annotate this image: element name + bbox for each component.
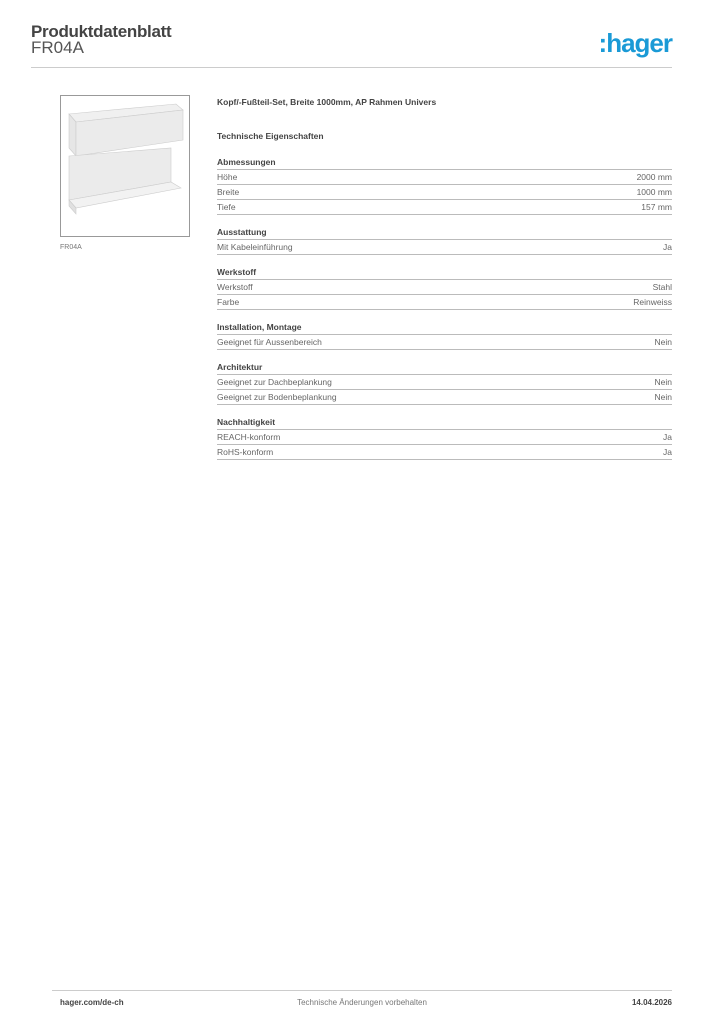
hager-logo: :hager	[598, 28, 672, 58]
spec-label: Geeignet zur Bodenbeplankung	[217, 392, 337, 402]
page-title: Produktdatenblatt	[31, 22, 172, 41]
spec-row	[217, 169, 672, 184]
spec-label: RoHS-konform	[217, 447, 274, 457]
footer-notice: Technische Änderungen vorbehalten	[297, 998, 427, 1007]
spec-group	[217, 225, 672, 255]
spec-label: Breite	[217, 187, 240, 197]
spec-label: REACH-konform	[217, 432, 281, 442]
footer-date: 14.04.2026	[631, 998, 672, 1007]
spec-group	[217, 265, 672, 310]
spec-value: 1000 mm	[636, 187, 672, 197]
spec-label: Farbe	[217, 297, 240, 307]
spec-groups	[217, 155, 672, 460]
spec-group-title: Architektur	[217, 362, 263, 372]
footer-website: hager.com/de-ch	[60, 998, 124, 1007]
header-divider	[31, 67, 672, 68]
spec-label: Werkstoff	[217, 282, 253, 292]
spec-value: 2000 mm	[636, 172, 672, 182]
product-description: Kopf/-Fußteil-Set, Breite 1000mm, AP Rahmen Univers	[217, 97, 437, 107]
spec-label: Mit Kabeleinführung	[217, 242, 293, 252]
spec-label: Höhe	[217, 172, 238, 182]
spec-value: 157 mm	[641, 202, 672, 212]
section-title: Technische Eigenschaften	[217, 131, 324, 141]
spec-group	[217, 155, 672, 215]
spec-label: Geeignet für Aussenbereich	[217, 337, 322, 347]
spec-value: Reinweiss	[633, 297, 672, 307]
spec-value: Nein	[654, 377, 672, 387]
spec-row	[217, 279, 672, 294]
spec-row	[217, 444, 672, 460]
spec-value: Ja	[663, 447, 672, 457]
spec-label: Tiefe	[217, 202, 236, 212]
spec-value: Nein	[654, 337, 672, 347]
spec-row	[217, 429, 672, 444]
spec-group-title: Nachhaltigkeit	[217, 417, 276, 427]
spec-row	[217, 294, 672, 310]
product-details	[217, 95, 672, 460]
spec-group	[217, 360, 672, 405]
image-caption: FR04A	[60, 244, 82, 251]
product-code: FR04A	[31, 38, 84, 57]
spec-label: Geeignet zur Dachbeplankung	[217, 377, 332, 387]
spec-group-title: Ausstattung	[217, 227, 267, 237]
spec-row	[217, 389, 672, 405]
spec-group	[217, 415, 672, 460]
footer-divider	[52, 990, 672, 991]
spec-group	[217, 320, 672, 350]
spec-row	[217, 199, 672, 215]
spec-row	[217, 374, 672, 389]
spec-value: Ja	[663, 242, 672, 252]
spec-row	[217, 334, 672, 350]
spec-value: Ja	[663, 432, 672, 442]
spec-group-title: Werkstoff	[217, 267, 257, 277]
product-image	[60, 95, 190, 237]
spec-value: Nein	[654, 392, 672, 402]
spec-value: Stahl	[652, 282, 672, 292]
spec-group-title: Installation, Montage	[217, 322, 302, 332]
spec-group-title: Abmessungen	[217, 157, 276, 167]
spec-row	[217, 239, 672, 255]
spec-row	[217, 184, 672, 199]
